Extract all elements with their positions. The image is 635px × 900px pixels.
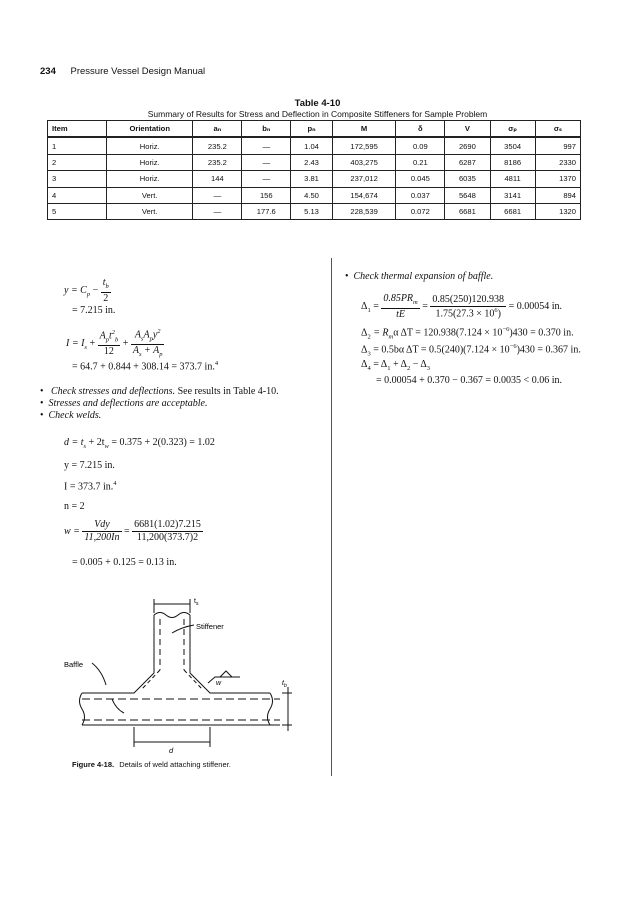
table-cell: 0.037 bbox=[396, 187, 445, 203]
label-ts: $t_s$ bbox=[194, 598, 199, 607]
table-cell: 2690 bbox=[445, 137, 490, 154]
table-cell: 3504 bbox=[490, 137, 535, 154]
eq-d: $d = t_s + 2t_w = 0.375 + 2(0.323) = 1.02$ bbox=[64, 437, 215, 450]
table-cell: — bbox=[193, 203, 242, 219]
label-baffle: Baffle bbox=[64, 660, 84, 669]
table-cell: Vert. bbox=[107, 187, 193, 203]
table-row bbox=[48, 171, 581, 187]
table-cell: 1 bbox=[48, 137, 107, 154]
table-cell: 144 bbox=[193, 171, 242, 187]
table-cell: 5 bbox=[48, 203, 107, 219]
bullet-stresses-acceptable: • Stresses and deflections are acceptable. bbox=[40, 398, 207, 409]
baffle-leader bbox=[92, 663, 106, 685]
page-number: 234 bbox=[40, 66, 56, 77]
eq-w: w = $\frac{\text{Vdy}}{11,200In}$ = $\frac{6681(1.02)7.215}{11,200(373.7)2}$ bbox=[64, 519, 201, 543]
eq-y-result: = 7.215 in. bbox=[72, 305, 116, 316]
eq-delta2: $\Delta_2 = R_m\alpha$ $\Delta T = 120.938(7.124 \times 10^{-6})430 = 0.370$ in. bbox=[361, 326, 574, 341]
table-cell: 1320 bbox=[535, 203, 580, 219]
figure-caption-text: Details of weld attaching stiffener. bbox=[119, 760, 231, 769]
weld-detail-figure bbox=[60, 595, 310, 760]
eq-delta3: $\Delta_3 = 0.5b\alpha$ $\Delta T = 0.5(240)(7.124 \times 10^{-6})430 = 0.367$ in. bbox=[361, 343, 581, 358]
col-header: σₛ bbox=[535, 121, 580, 138]
table-cell: 2 bbox=[48, 154, 107, 170]
table-cell: 1.04 bbox=[291, 137, 333, 154]
col-header: Item bbox=[48, 121, 107, 138]
baffle-top-right bbox=[190, 673, 270, 693]
figure-caption bbox=[72, 760, 231, 769]
table-cell: 403,275 bbox=[332, 154, 396, 170]
col-header: V bbox=[445, 121, 490, 138]
label-tb: $t_b$ bbox=[282, 680, 287, 689]
table-cell: 0.045 bbox=[396, 171, 445, 187]
table-cell: Horiz. bbox=[107, 137, 193, 154]
running-title: Pressure Vessel Design Manual bbox=[70, 66, 206, 77]
table-cell: 0.21 bbox=[396, 154, 445, 170]
eq-y-def: $y = C_p$ − $\frac{t_b}{2}$ bbox=[64, 277, 109, 304]
col-header: pₙ bbox=[291, 121, 333, 138]
table-cell: 3 bbox=[48, 171, 107, 187]
table-cell: 6287 bbox=[445, 154, 490, 170]
table-row bbox=[48, 154, 581, 170]
stiffener-leader bbox=[172, 625, 194, 633]
table-cell: 5.13 bbox=[291, 203, 333, 219]
table-cell: 172,595 bbox=[332, 137, 396, 154]
table-cell: 6681 bbox=[445, 203, 490, 219]
figure-number: Figure 4-18. bbox=[72, 760, 115, 769]
table-cell: 1370 bbox=[535, 171, 580, 187]
table-cell: 4811 bbox=[490, 171, 535, 187]
table-cell: 235.2 bbox=[193, 137, 242, 154]
running-head bbox=[40, 66, 205, 77]
col-header: bₙ bbox=[242, 121, 291, 138]
table-cell: 3.81 bbox=[291, 171, 333, 187]
table-row bbox=[48, 137, 581, 154]
table-cell: — bbox=[242, 137, 291, 154]
table-cell: — bbox=[242, 171, 291, 187]
table-cell: Horiz. bbox=[107, 171, 193, 187]
table-cell: — bbox=[193, 187, 242, 203]
eq-I: I = 373.7 in.$^4$ bbox=[64, 480, 117, 493]
table-cell: 5648 bbox=[445, 187, 490, 203]
col-header: Orientation bbox=[107, 121, 193, 138]
col-header: σₚ bbox=[490, 121, 535, 138]
label-w: w bbox=[216, 680, 222, 687]
table-cell: 6681 bbox=[490, 203, 535, 219]
table-row bbox=[48, 187, 581, 203]
table-cell: 8186 bbox=[490, 154, 535, 170]
bullet-check-welds: • Check welds. bbox=[40, 410, 101, 421]
table-cell: 0.09 bbox=[396, 137, 445, 154]
col-header: M bbox=[332, 121, 396, 138]
table-cell: 156 bbox=[242, 187, 291, 203]
table-cell: 2.43 bbox=[291, 154, 333, 170]
bullet-check-stresses: • Check stresses and deflections. See results in Table 4-10. bbox=[40, 386, 279, 397]
table-cell: 2330 bbox=[535, 154, 580, 170]
results-table bbox=[47, 120, 581, 220]
table-caption: Summary of Results for Stress and Deflection in Composite Stiffeners for Sample Problem bbox=[147, 109, 488, 119]
table-cell: 997 bbox=[535, 137, 580, 154]
column-divider bbox=[331, 258, 332, 776]
table-cell: 6035 bbox=[445, 171, 490, 187]
table-cell: 0.072 bbox=[396, 203, 445, 219]
table-cell: 237,012 bbox=[332, 171, 396, 187]
table-number: Table 4-10 bbox=[294, 98, 341, 109]
label-stiffener: Stiffener bbox=[196, 622, 224, 631]
table-cell: 3141 bbox=[490, 187, 535, 203]
table-cell: Vert. bbox=[107, 203, 193, 219]
table-header-row bbox=[48, 121, 581, 138]
table-cell: 154,674 bbox=[332, 187, 396, 203]
table-cell: 4 bbox=[48, 187, 107, 203]
table-cell: 177.6 bbox=[242, 203, 291, 219]
table-cell: 894 bbox=[535, 187, 580, 203]
eq-I-result: = 64.7 + 0.844 + 308.14 = 373.7 in.$^4$ bbox=[72, 360, 219, 373]
col-header: aₙ bbox=[193, 121, 242, 138]
eq-y: y = 7.215 in. bbox=[64, 460, 115, 471]
stiffener-break-line bbox=[154, 613, 190, 618]
weld-symbol-leader bbox=[208, 677, 240, 683]
eq-I-def: $I = I_s$ + $\frac{A_pt^2_b}{12}$ + $\frac{A_sA_py^2}{A_s + A_p}$ bbox=[66, 328, 163, 358]
baffle-top-left bbox=[82, 673, 154, 693]
table-cell: 4.50 bbox=[291, 187, 333, 203]
eq-w-result: = 0.005 + 0.125 = 0.13 in. bbox=[72, 557, 177, 568]
eq-delta4-result: = 0.00054 + 0.370 − 0.367 = 0.0035 < 0.06 in. bbox=[376, 375, 562, 386]
col-header: δ bbox=[396, 121, 445, 138]
eq-n: n = 2 bbox=[64, 501, 85, 512]
eq-delta1: $\Delta_1$ = $\frac{0.85PR_m}{tE}$ = $\frac{0.85(250)120.938}{1.75(27.3 \times 10^6)}$ = 0.00054 in. bbox=[361, 293, 562, 320]
eq-delta4: $\Delta_4 = \Delta_1 + \Delta_2 - \Delta_3$ bbox=[361, 359, 431, 372]
table-row bbox=[48, 203, 581, 219]
label-d: d bbox=[169, 746, 174, 755]
table-cell: — bbox=[242, 154, 291, 170]
table-cell: 228,539 bbox=[332, 203, 396, 219]
table-cell: Horiz. bbox=[107, 154, 193, 170]
table-cell: 235.2 bbox=[193, 154, 242, 170]
bullet-thermal-expansion: • Check thermal expansion of baffle. bbox=[345, 271, 493, 282]
